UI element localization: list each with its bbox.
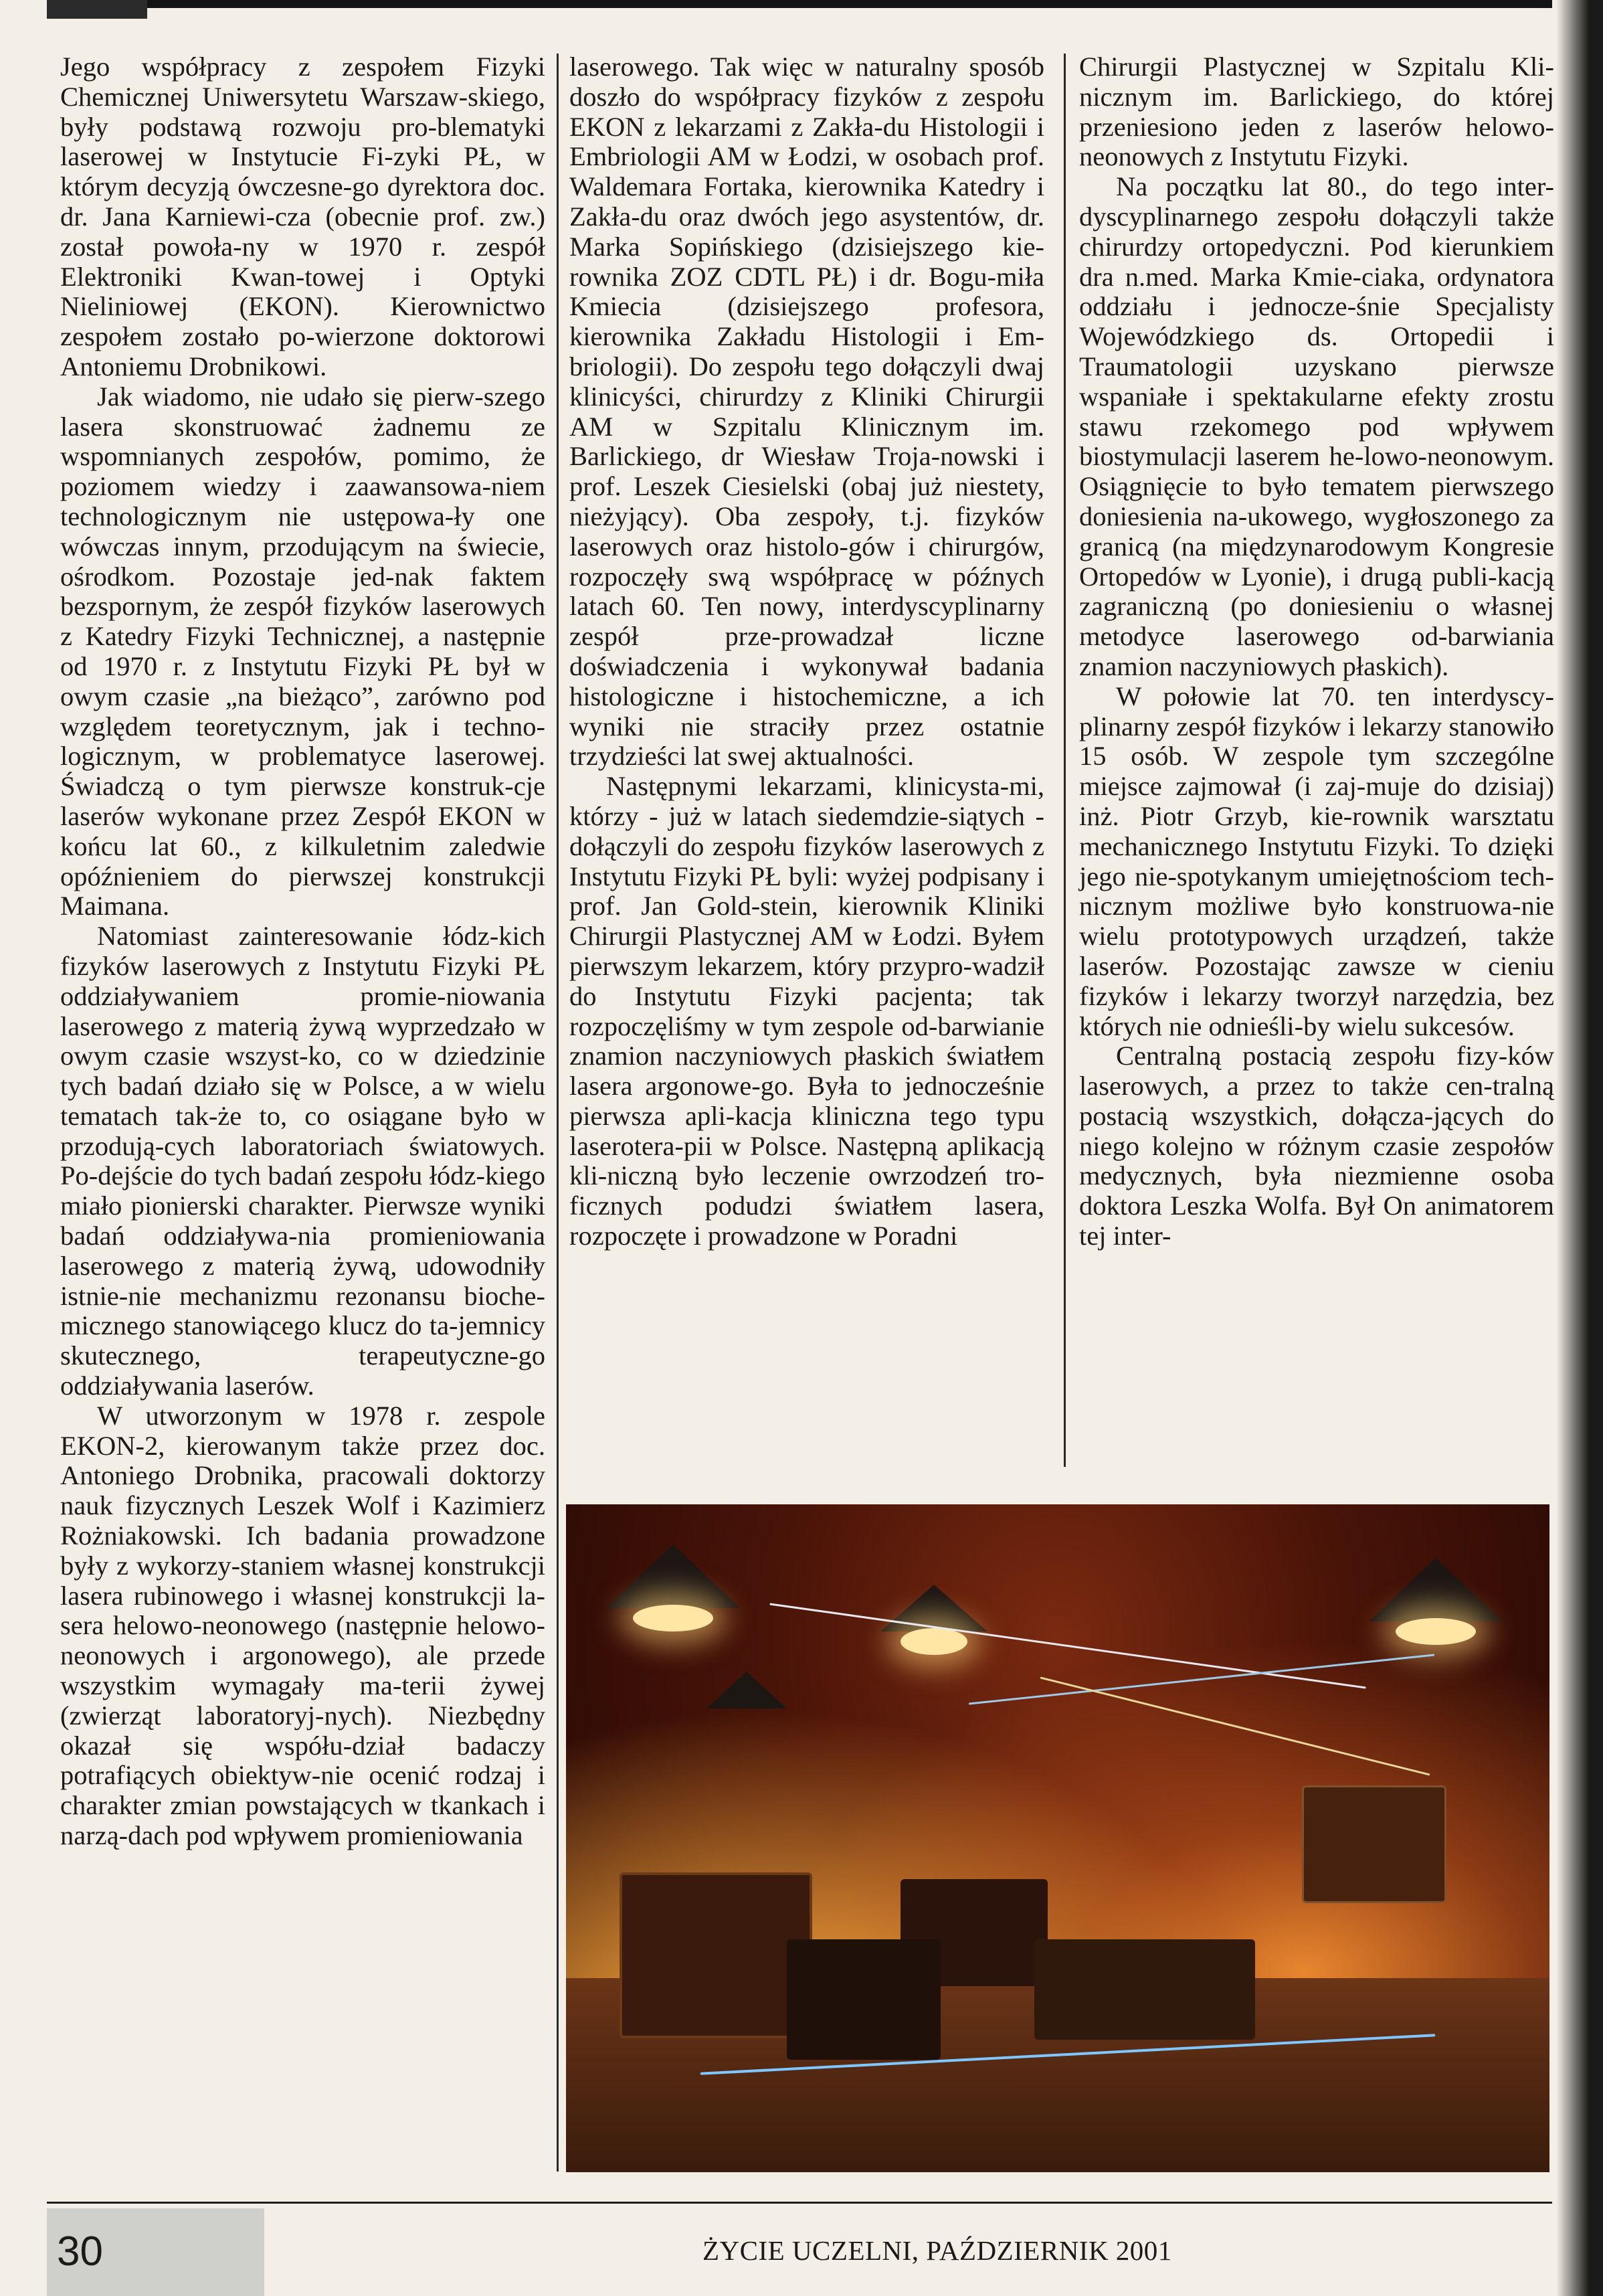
paragraph: laserowego. Tak więc w naturalny sposób doszło do współpracy fizyków z zespołu EKON z lekarzami z Zakła-du Histologii i Embriologii AM w Łodzi, w osobach prof. Waldemara Fortaka, kierownika Katedry i Zakła-du oraz dwóch jego asystentów, dr. Marka Sopińskiego (dzisiejszego kie-rownika ZOZ CDTL PŁ) i dr. Bogu-miła Kmiecia (dzisiejszego profesora, kierownika Zakładu Histologii i Em-briologii). Do zespołu tego dołączyli dwaj klinicyści, chirurdzy z Kliniki Chirurgii AM w Szpitalu Klinicznym im. Barlickiego, dr Wiesław Troja-nowski i prof. Leszek Ciesielski (obaj już niestety, nieżyjący). Oba zespoły, t.j. fizyków laserowych oraz histolo-gów i chirurgów, rozpoczęły swą współpracę w późnych latach 60. Ten nowy, interdyscyplinarny zespół prze-prowadzał liczne doświadczenia i wykonywał badania histologiczne i histochemiczne, a ich wyniki nie straciły przez ostatnie trzydzieści lat swej aktualności. [569,52,1044,772]
equipment-box [620,1872,812,2038]
page-number: 30 [57,2228,103,2275]
lamp-icon [880,1585,987,1631]
cable [969,1654,1434,1704]
cable [1040,1676,1430,1775]
equipment-box [1034,1939,1255,2040]
equipment-box [1302,1785,1446,1903]
lamp-light [1396,1618,1476,1645]
column-divider [1064,54,1066,1467]
article-column-2 [569,52,1044,1251]
lamp-icon [706,1672,787,1708]
cable [769,1603,1366,1688]
article-column-1 [60,52,545,1851]
scan-edge-shadow [1556,0,1603,2296]
paragraph: Na początku lat 80., do tego inter-dyscyplinarnego zespołu dołączyli także chirurdzy ortopedyczni. Pod kierunkiem dra n.med. Marka Kmie-ciaka, ordynatora oddziału i jednocze-śnie Specjalisty Wojewódzkiego ds. Ortopedii i Traumatologii uzyskano pierwsze wspaniałe i spektakularne efekty zrostu stawu rzekomego pod wpływem biostymulacji laserem he-lowo-neonowym. Osiągnięcie to było tematem pierwszego doniesienia na-ukowego, wygłoszonego za granicą (na międzynarodowym Kongresie Ortopedów w Lyonie), i drugą publi-kacją zagraniczną (po doniesieniu o własnej metodyce laserowego od-barwiania znamion naczyniowych płaskich). [1079,171,1554,681]
laser-laboratory-photo [566,1504,1549,2172]
paragraph: Jego współpracy z zespołem Fizyki Chemicznej Uniwersytetu Warszaw-skiego, były podstawą rozwoju pro-blematyki laserowej w Instytucie Fi-zyki PŁ, w którym decyzją ówczesne-go dyrektora doc. dr. Jana Karniewi-cza (obecnie prof. zw.) został powoła-ny w 1970 r. zespół Elektroniki Kwan-towej i Optyki Nieliniowej (EKON). Kierownictwo zespołem zostało po-wierzone doktorowi Antoniemu Drobnikowi. [60,52,545,381]
lamp-icon [1369,1558,1503,1621]
lamp-light [633,1605,713,1631]
header-tab [47,0,147,19]
lamp-icon [606,1544,740,1608]
article-column-3 [1079,52,1554,1251]
lamp-light [901,1628,967,1655]
footer-rule [47,2202,1552,2204]
paragraph: Natomiast zainteresowanie łódz-kich fizyków laserowych z Instytutu Fizyki PŁ oddziaływaniem promie-niowania laserowego z materią żywą wyprzedzało w owym czasie wszyst-ko, co w dziedzinie tych badań działo się w Polsce, a w wielu tematach tak-że to, co osiągane było w przodują-cych laboratoriach światowych. Po-dejście do tych badań zespołu łódz-kiego miało pionierski charakter. Pierwsze wyniki badań oddziaływa-nia promieniowania laserowego z materią żywą, udowodniły istnie-nie mechanizmu rezonansu bioche-micznego stanowiącego klucz do ta-jemnicy skutecznego, terapeutyczne-go oddziaływania laserów. [60,921,545,1401]
top-rule [47,0,1552,8]
paragraph: Jak wiadomo, nie udało się pierw-szego lasera skonstruować żadnemu ze wspomnianych zespołów, pomimo, że poziomem wiedzy i zaawansowa-niem technologicznym nie ustępowa-ły one wówczas innym, przodującym na świecie, ośrodkom. Pozostaje jed-nak faktem bezspornym, że zespół fizyków laserowych z Katedry Fizyki Technicznej, a następnie od 1970 r. z Instytutu Fizyki PŁ był w owym czasie „na bieżąco”, zarówno pod względem teoretycznym, jak i techno-logicznym, w problematyce laserowej. Świadczą o tym pierwsze konstruk-cje laserów wykonane przez Zespół EKON w końcu lat 60., z kilkuletnim zaledwie opóźnieniem do pierwszej konstrukcji Maimana. [60,381,545,921]
column-divider [557,54,559,2172]
paragraph: W utworzonym w 1978 r. zespole EKON-2, kierowanym także przez doc. Antoniego Drobnika, pracowali doktorzy nauk fizycznych Leszek Wolf i Kazimierz Rożniakowski. Ich badania prowadzone były z wykorzy-staniem własnej konstrukcji lasera rubinowego i własnej konstrukcji la-sera helowo-neonowego (następnie helowo-neonowych i argonowego), ale przede wszystkim wymagały ma-terii żywej (zwierząt laboratoryj-nych). Niezbędny okazał się współu-dział badaczy potrafiących obiektyw-nie ocenić rodzaj i charakter zmian powstających w tkankach i narzą-dach pod wpływem promieniowania [60,1400,545,1851]
publication-title: ŻYCIE UCZELNI, PAŹDZIERNIK 2001 [702,2235,1172,2266]
equipment-box [787,1939,941,2060]
paragraph: W połowie lat 70. ten interdyscy-plinarny zespół fizyków i lekarzy stanowiło 15 osób. W zespole tym szczególne miejsce zajmował (i zaj-muje do dzisiaj) inż. Piotr Grzyb, kie-rownik warsztatu mechanicznego Instytutu Fizyki. To dzięki jego nie-spotykanym umiejętnościom tech-nicznym możliwe było konstruowa-nie wielu prototypowych urządzeń, także laserów. Pozostając zawsze w cieniu fizyków i lekarzy tworzył narzędzia, bez których nie odnieśli-by wielu sukcesów. [1079,681,1554,1041]
paragraph: Chirurgii Plastycznej w Szpitalu Kli-nicznym im. Barlickiego, do której przeniesiono jeden z laserów helowo-neonowych z Instytutu Fizyki. [1079,52,1554,172]
paragraph: Centralną postacią zespołu fizy-ków laserowych, a przez to także cen-tralną postacią wszystkich, dołącza-jących do niego kolejno w różnym czasie zespołów medycznych, była niezmienne osoba doktora Leszka Wolfa. Był On animatorem tej inter- [1079,1041,1554,1251]
paragraph: Następnymi lekarzami, klinicysta-mi, którzy - już w latach siedemdzie-siątych - dołączyli do zespołu fizyków laserowych z Instytutu Fizyki PŁ byli: wyżej podpisany i prof. Jan Gold-stein, kierownik Kliniki Chirurgii Plastycznej AM w Łodzi. Byłem pierwszym lekarzem, który przypro-wadził do Instytutu Fizyki pacjenta; tak rozpoczęliśmy w tym zespole od-barwianie znamion naczyniowych płaskich światłem lasera argonowe-go. Była to jednocześnie pierwsza apli-kacja kliniczna tego typu laserotera-pii w Polsce. Następną aplikacją kli-niczną było leczenie owrzodzeń tro-ficznych podudzi światłem lasera, rozpoczęte i prowadzone w Poradni [569,771,1044,1251]
